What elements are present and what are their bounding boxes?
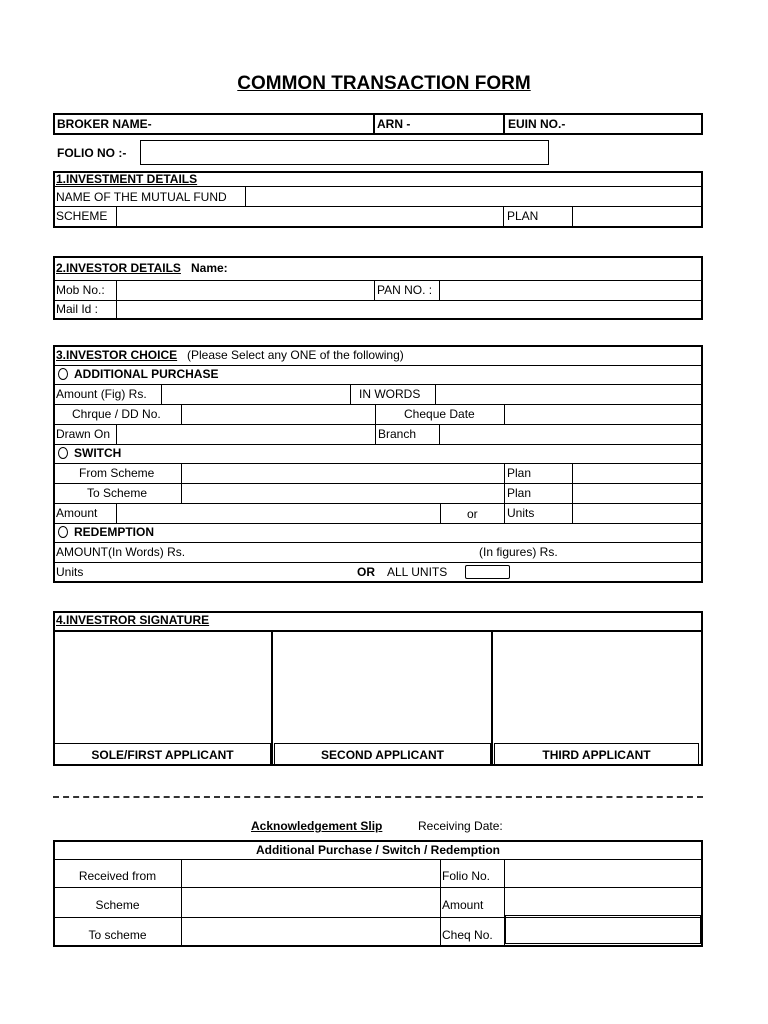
to-scheme-label: To Scheme <box>87 486 148 500</box>
to-scheme-input[interactable] <box>182 484 504 503</box>
additional-purchase-option[interactable]: ADDITIONAL PURCHASE <box>58 367 218 381</box>
pan-label: PAN NO. : <box>377 283 433 297</box>
radio-icon[interactable] <box>58 368 68 380</box>
fund-name-label: NAME OF THE MUTUAL FUND <box>56 190 227 204</box>
mail-input[interactable] <box>117 301 702 319</box>
switch-units-label: Units <box>507 506 535 520</box>
mob-label: Mob No.: <box>56 283 105 297</box>
radio-icon[interactable] <box>58 447 68 459</box>
third-applicant-label: THIRD APPLICANT <box>542 748 651 762</box>
switch-amount-label: Amount <box>56 506 98 520</box>
ack-cheq-input[interactable] <box>505 915 701 944</box>
all-units-label: ALL UNITS <box>387 565 448 579</box>
ack-scheme-input[interactable] <box>182 888 440 917</box>
first-applicant-signature-box[interactable] <box>54 632 270 742</box>
in-words-label: IN WORDS <box>359 387 421 401</box>
ack-folio-label: Folio No. <box>442 869 491 883</box>
or-upper-label: OR <box>357 565 375 579</box>
from-scheme-input[interactable] <box>182 464 504 483</box>
switch-amount-input[interactable] <box>117 504 440 523</box>
ack-title: Acknowledgement Slip <box>251 819 383 833</box>
redemption-units-label: Units <box>56 565 84 579</box>
fund-name-input[interactable] <box>246 187 702 206</box>
from-scheme-label: From Scheme <box>79 466 155 480</box>
pan-input[interactable] <box>440 281 702 300</box>
ack-scheme-label: Scheme <box>95 898 140 912</box>
drawn-on-label: Drawn On <box>56 427 111 441</box>
investment-heading: 1.INVESTMENT DETAILS <box>56 172 198 186</box>
choice-note: (Please Select any ONE of the following) <box>187 348 404 362</box>
radio-icon[interactable] <box>58 526 68 538</box>
redemption-option[interactable]: REDEMPTION <box>58 525 154 539</box>
amount-fig-input[interactable] <box>162 385 350 404</box>
plan-input[interactable] <box>573 207 702 227</box>
scheme-input[interactable] <box>117 207 503 227</box>
mob-input[interactable] <box>117 281 373 300</box>
ack-amount-label: Amount <box>442 898 484 912</box>
in-words-input[interactable] <box>436 385 702 404</box>
branch-label: Branch <box>378 427 417 441</box>
scheme-label: SCHEME <box>56 209 108 223</box>
third-applicant-signature-box[interactable] <box>494 632 702 742</box>
ack-header: Additional Purchase / Switch / Redemption <box>255 843 501 857</box>
ack-to-scheme-label: To scheme <box>88 928 147 942</box>
arn-label: ARN - <box>377 117 411 131</box>
to-plan-input[interactable] <box>573 484 702 503</box>
or-label: or <box>467 507 478 521</box>
second-applicant-label: SECOND APPLICANT <box>321 748 444 762</box>
receiving-date-label: Receiving Date: <box>418 819 503 833</box>
ack-folio-input[interactable] <box>505 860 702 887</box>
broker-name-label: BROKER NAME- <box>57 117 152 131</box>
cheque-no-input[interactable] <box>182 405 375 424</box>
cheque-date-label: Cheque Date <box>404 407 475 421</box>
from-plan-input[interactable] <box>573 464 702 483</box>
amount-fig-label: Amount (Fig) Rs. <box>56 387 147 401</box>
in-figures-label: (In figures) Rs. <box>479 545 558 559</box>
amount-words-label: AMOUNT(In Words) Rs. <box>56 545 186 559</box>
first-applicant-label: SOLE/FIRST APPLICANT <box>91 748 234 762</box>
second-applicant-signature-box[interactable] <box>274 632 490 742</box>
folio-input[interactable] <box>140 140 549 165</box>
all-units-checkbox[interactable] <box>465 565 510 579</box>
form-title: COMMON TRANSACTION FORM <box>237 73 531 94</box>
euin-label: EUIN NO.- <box>508 117 566 131</box>
ack-cheq-label: Cheq No. <box>442 928 493 942</box>
plan-label: PLAN <box>507 209 539 223</box>
drawn-on-input[interactable] <box>117 425 375 444</box>
cut-line <box>53 796 703 798</box>
mail-label: Mail Id : <box>56 302 99 316</box>
choice-heading: 3.INVESTOR CHOICE <box>56 348 178 362</box>
to-plan-label: Plan <box>507 486 532 500</box>
cheque-no-label: Chrque / DD No. <box>72 407 161 421</box>
ack-to-scheme-input[interactable] <box>182 918 440 946</box>
investor-heading: 2.INVESTOR DETAILS <box>56 261 181 275</box>
signature-heading: 4.INVESTROR SIGNATURE <box>56 613 210 627</box>
received-from-input[interactable] <box>182 860 440 887</box>
received-from-label: Received from <box>78 869 157 883</box>
branch-input[interactable] <box>440 425 702 444</box>
ack-amount-input[interactable] <box>505 888 702 917</box>
switch-option[interactable]: SWITCH <box>58 446 121 460</box>
folio-label: FOLIO NO :- <box>57 146 127 160</box>
from-plan-label: Plan <box>507 466 532 480</box>
name-label: Name: <box>191 261 228 275</box>
cheque-date-input[interactable] <box>505 405 702 424</box>
switch-units-input[interactable] <box>573 504 702 523</box>
